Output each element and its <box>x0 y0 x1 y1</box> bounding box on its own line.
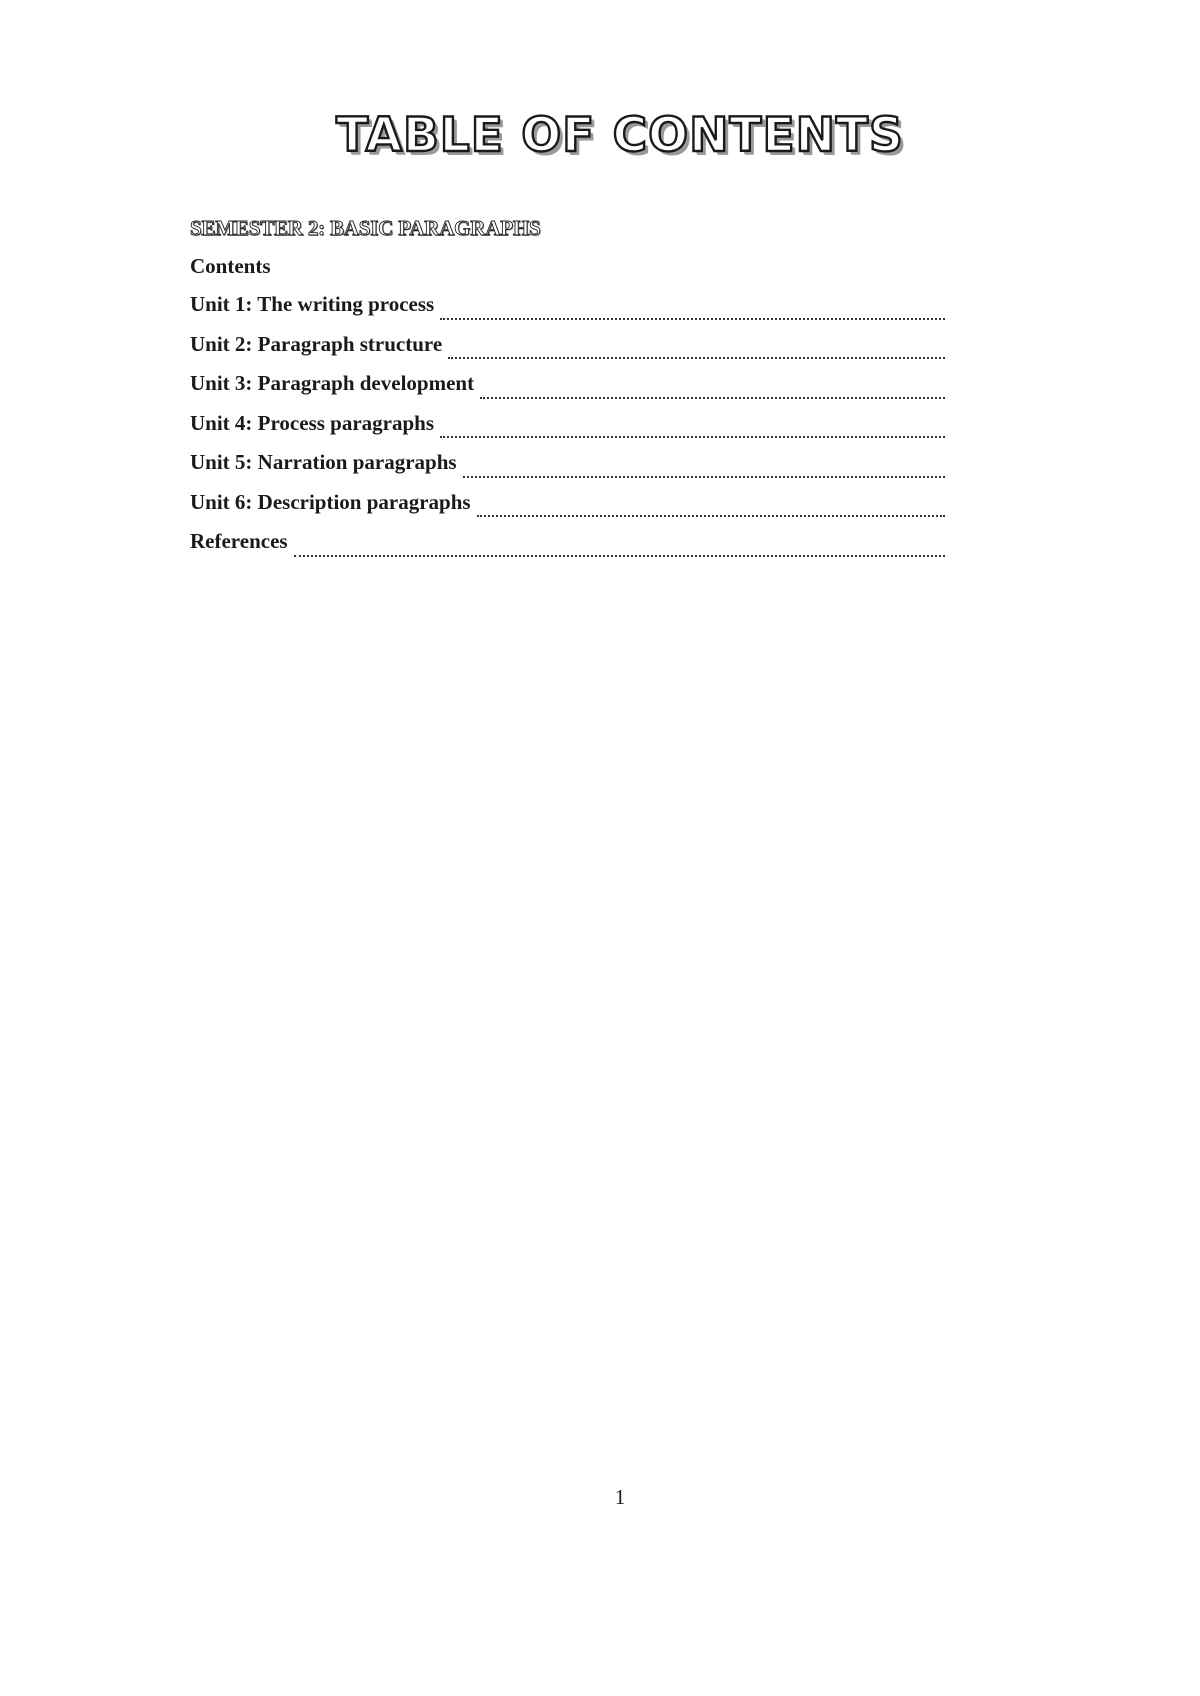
toc-entry-label: Unit 4: Process paragraphs <box>190 410 435 435</box>
toc-entry-references[interactable] <box>190 529 945 569</box>
toc-entry-unit-3[interactable] <box>190 371 945 411</box>
toc-entry-unit-4[interactable] <box>190 411 945 451</box>
page-number: 1 <box>614 1485 626 1509</box>
dot-leader <box>294 555 945 557</box>
dot-leader <box>448 357 945 359</box>
toc-entry-unit-6[interactable] <box>190 490 945 530</box>
toc-entry-label: Unit 2: Paragraph structure <box>190 331 443 356</box>
toc-entry-label: Unit 6: Description paragraphs <box>190 489 471 514</box>
toc-entry-label: Unit 5: Narration paragraphs <box>190 450 457 474</box>
toc-entry-label: References <box>190 529 288 553</box>
dot-leader <box>440 318 945 320</box>
toc-entry-unit-1[interactable] <box>190 292 945 332</box>
toc-entry-unit-5[interactable] <box>190 450 945 490</box>
dot-leader <box>440 436 945 438</box>
dot-leader <box>463 476 945 478</box>
contents-label: Contents <box>190 254 271 278</box>
dot-leader <box>480 397 945 399</box>
dot-leader <box>477 515 945 517</box>
semester-heading: SEMESTER 2: BASIC PARAGRAPHS <box>190 216 541 240</box>
toc-entry-unit-2[interactable] <box>190 332 945 372</box>
page-title: TABLE OF CONTENTS <box>336 108 904 163</box>
table-of-contents <box>190 292 945 569</box>
toc-entry-label: Unit 3: Paragraph development <box>190 371 475 395</box>
toc-entry-label: Unit 1: The writing process <box>190 292 435 316</box>
